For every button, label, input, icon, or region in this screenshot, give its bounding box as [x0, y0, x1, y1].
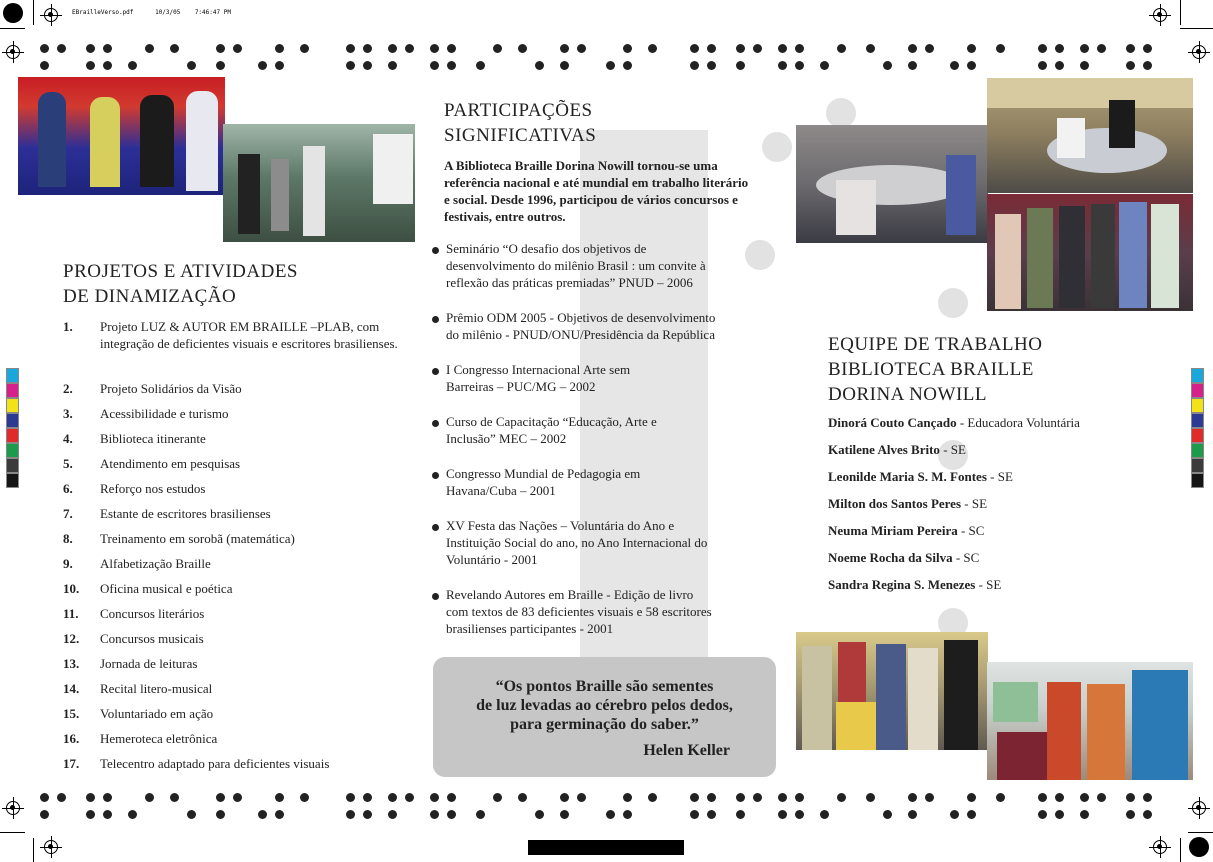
list-item: [63, 730, 403, 755]
item-text: Oficina musical e poética: [100, 581, 233, 596]
item-number: 2.: [63, 381, 73, 396]
registration-dot: [3, 3, 23, 23]
item-number: 12.: [63, 631, 80, 646]
crop-mark: [1188, 832, 1213, 833]
color-bar-left: [6, 368, 19, 488]
item-number: 14.: [63, 681, 80, 696]
color-bar-right: [1191, 368, 1204, 488]
item-text: Treinamento em sorobã (matemática): [100, 531, 295, 546]
decorative-dot: [762, 132, 792, 162]
registration-mark: [1153, 840, 1167, 854]
list-item: [63, 580, 403, 605]
member-role: - SE: [939, 442, 966, 457]
item-text: Atendimento em pesquisas: [100, 456, 241, 471]
item-number: 6.: [63, 481, 73, 496]
photo-meeting: [796, 125, 988, 243]
team-member: [828, 576, 1188, 603]
decorative-dot: [826, 98, 856, 128]
member-name: Dinorá Couto Cançado: [828, 415, 957, 430]
bullet-item: Prêmio ODM 2005 - Objetivos de desenvolvimento do milênio - PNUD/ONU/Presidência da República: [432, 309, 762, 343]
list-item: [63, 755, 403, 780]
braille-band-top: [40, 44, 1173, 70]
item-number: 4.: [63, 431, 73, 446]
registration-mark: [1153, 8, 1167, 22]
team-member: [828, 414, 1188, 441]
photo-team-group: [796, 632, 988, 750]
photo-performance: [223, 124, 415, 242]
file-slug: EBrailleVerso.pdf 10/3/05 7:46:47 PM: [72, 9, 231, 16]
bullet-item: Seminário “O desafio dos objetivos de desenvolvimento do milênio Brasil : um convite à reflexão das práticas premiadas” PNUD – 2006: [432, 240, 762, 291]
registration-mark: [6, 801, 20, 815]
bullet-item: XV Festa das Nações – Voluntária do Ano e Instituição Social do ano, no Ano Internacional do Voluntário - 2001: [432, 517, 762, 568]
projetos-title: PROJETOS E ATIVIDADES DE DINAMIZAÇÃO: [63, 261, 299, 307]
item-number: 16.: [63, 731, 80, 746]
list-item: [63, 430, 403, 455]
registration-mark: [6, 45, 20, 59]
item-text: Concursos literários: [100, 606, 205, 621]
list-item: [63, 605, 403, 630]
slug-bar: [528, 840, 684, 855]
member-name: Sandra Regina S. Menezes: [828, 577, 976, 592]
list-item: [63, 455, 403, 480]
bullet-item: Curso de Capacitação “Educação, Arte e Inclusão” MEC – 2002: [432, 413, 762, 447]
member-name: Katilene Alves Brito: [828, 442, 940, 457]
member-role: - SC: [957, 523, 985, 538]
item-number: 1.: [63, 319, 73, 334]
quote-line: para germinação do saber.”: [510, 716, 699, 733]
equipe-title: EQUIPE DE TRABALHO BIBLIOTECA BRAILLE DORINA NOWILL: [828, 334, 1043, 405]
member-name: Milton dos Santos Peres: [828, 496, 962, 511]
item-text: Hemeroteca eletrônica: [100, 731, 218, 746]
list-item: [63, 505, 403, 530]
item-number: 7.: [63, 506, 73, 521]
list-item: [63, 405, 403, 430]
quote-box: [433, 657, 776, 777]
crop-mark: [33, 0, 34, 25]
member-role: - Educadora Voluntária: [956, 415, 1080, 430]
crop-mark: [0, 28, 25, 29]
item-number: 17.: [63, 756, 80, 771]
registration-mark: [1192, 45, 1206, 59]
crop-mark: [1180, 0, 1181, 25]
registration-mark: [1192, 801, 1206, 815]
participacoes-list: [432, 240, 762, 655]
crop-mark: [1180, 838, 1181, 862]
item-number: 5.: [63, 456, 73, 471]
equipe-list: [828, 414, 1188, 603]
braille-band-bottom: [40, 793, 1173, 819]
bullet-item: Revelando Autores em Braille - Edição de livro com textos de 83 deficientes visuais e 58 escritores brasilienses participantes - 2001: [432, 586, 762, 637]
item-text: Recital litero-musical: [100, 681, 213, 696]
list-item: [63, 705, 403, 730]
member-name: Noeme Rocha da Silva: [828, 550, 953, 565]
item-text: Biblioteca itinerante: [100, 431, 206, 446]
member-role: - SE: [986, 469, 1013, 484]
item-text: Acessibilidade e turismo: [100, 406, 229, 421]
item-text: Voluntariado em ação: [100, 706, 214, 721]
decorative-dot: [938, 288, 968, 318]
team-member: [828, 522, 1188, 549]
registration-dot: [1189, 837, 1209, 857]
crop-mark: [1180, 28, 1213, 29]
projetos-list: [63, 318, 403, 780]
item-text: Telecentro adaptado para deficientes visuais: [100, 756, 330, 771]
member-role: - SE: [961, 496, 988, 511]
quote-line: de luz levadas ao cérebro pelos dedos,: [476, 697, 733, 714]
registration-mark: [44, 840, 58, 854]
photo-musicians: [18, 77, 225, 195]
team-member: [828, 468, 1188, 495]
list-item: [63, 630, 403, 655]
crop-mark: [0, 832, 25, 833]
quote-author: Helen Keller: [643, 742, 730, 759]
item-text: Reforço nos estudos: [100, 481, 206, 496]
registration-mark: [44, 8, 58, 22]
participacoes-intro: A Biblioteca Braille Dorina Nowill tornou-se uma referência nacional e até mundial em trabalho literário e social. Desde 1996, participou de vários concursos e festivais, entre outros.: [444, 158, 749, 224]
bullet-item: Congresso Mundial de Pedagogia em Havana/Cuba – 2001: [432, 465, 762, 499]
item-number: 10.: [63, 581, 80, 596]
item-number: 8.: [63, 531, 73, 546]
photo-group-women: [987, 194, 1193, 311]
quote-line: “Os pontos Braille são sementes: [495, 678, 714, 695]
team-member: [828, 441, 1188, 468]
item-number: 9.: [63, 556, 73, 571]
list-item: [63, 380, 403, 405]
member-role: - SE: [975, 577, 1002, 592]
item-text: Alfabetização Braille: [100, 556, 211, 571]
list-item: [63, 530, 403, 555]
team-member: [828, 549, 1188, 576]
member-name: Leonilde Maria S. M. Fontes: [828, 469, 987, 484]
list-item: [63, 555, 403, 580]
item-number: 11.: [63, 606, 79, 621]
list-item: [63, 680, 403, 705]
list-item: [63, 318, 403, 380]
item-number: 13.: [63, 656, 80, 671]
photo-guitar: [987, 662, 1193, 780]
member-role: - SC: [952, 550, 980, 565]
bullet-item: I Congresso Internacional Arte sem Barreiras – PUC/MG – 2002: [432, 361, 762, 395]
item-number: 3.: [63, 406, 73, 421]
item-text: Jornada de leituras: [100, 656, 198, 671]
item-text: Concursos musicais: [100, 631, 204, 646]
item-text: Projeto Solidários da Visão: [100, 381, 242, 396]
item-text: Projeto LUZ & AUTOR EM BRAILLE –PLAB, com integração de deficientes visuais e escritores brasilienses.: [100, 319, 398, 351]
participacoes-title: PARTICIPAÇÕES SIGNIFICATIVAS: [444, 100, 597, 146]
team-member: [828, 495, 1188, 522]
crop-mark: [33, 838, 34, 862]
item-text: Estante de escritores brasilienses: [100, 506, 271, 521]
member-name: Neuma Miriam Pereira: [828, 523, 958, 538]
photo-library: [987, 78, 1193, 193]
list-item: [63, 480, 403, 505]
item-number: 15.: [63, 706, 80, 721]
list-item: [63, 655, 403, 680]
